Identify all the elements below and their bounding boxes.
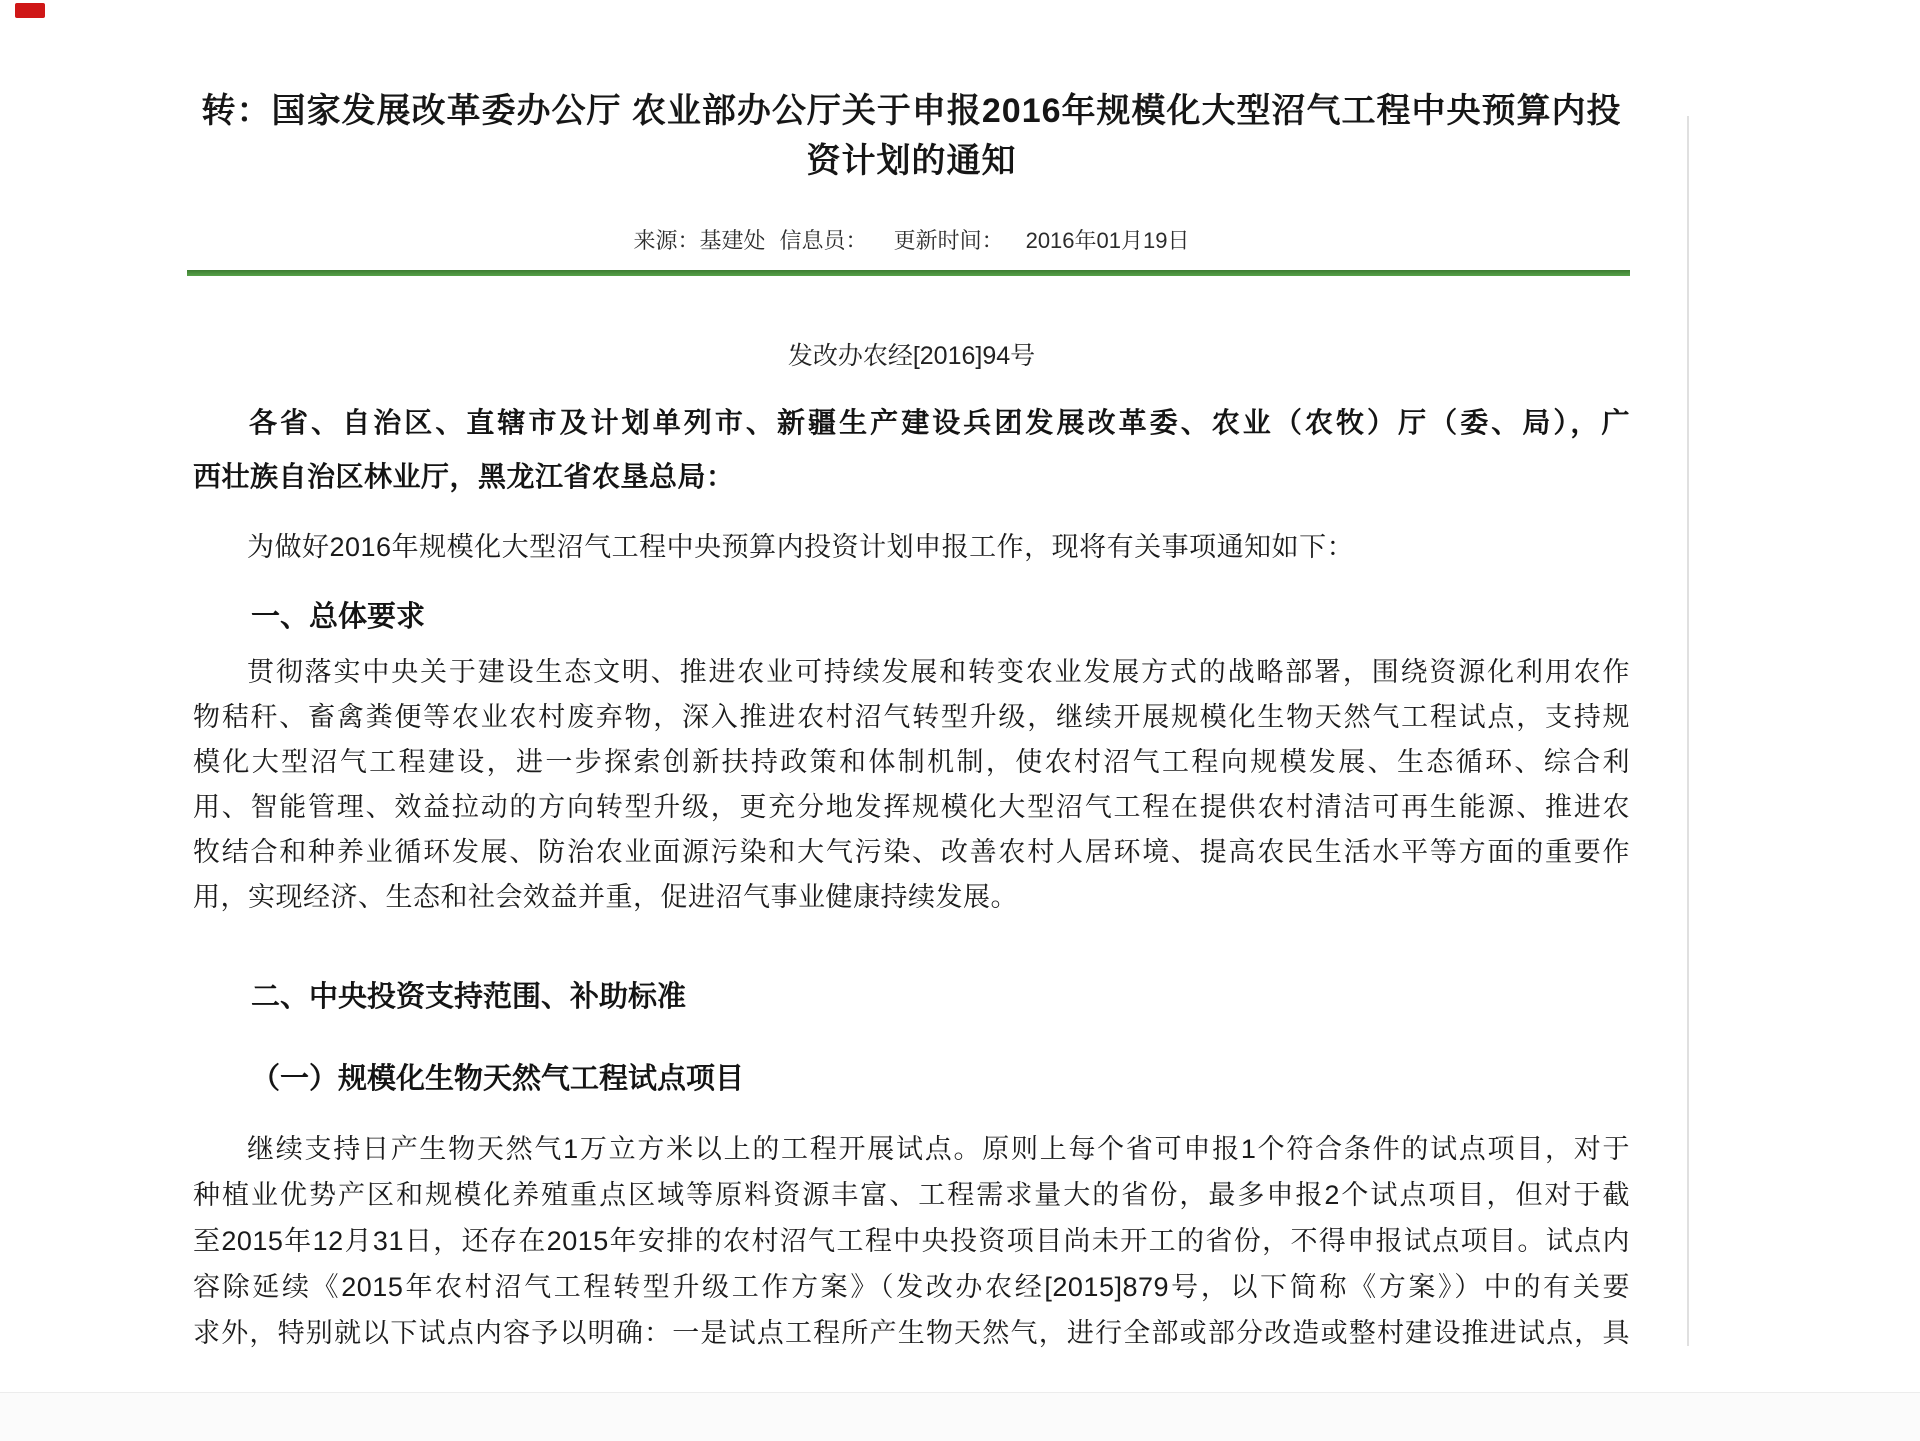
corner-marker-icon: [15, 3, 45, 18]
paragraph-line: 各省、自治区、直辖市及计划单列市、新疆生产建设兵团发展改革委、农业（农牧）厅（委、局），广: [249, 407, 1630, 438]
paragraph-line: 模化大型沼气工程建设，进一步探索创新扶持政策和体制机制，使农村沼气工程向规模发展、生态循环、综合利: [193, 747, 1630, 777]
paragraph-line: 用，实现经济、生态和社会效益并重，促进沼气事业健康持续发展。: [193, 882, 1018, 912]
meta-line: [193, 224, 1630, 255]
paragraph-line: 物秸秆、畜禽粪便等农业农村废弃物，深入推进农村沼气转型升级，继续开展规模化生物天然气工程试点，支持规: [193, 702, 1630, 732]
section-2-1-heading: （一）规模化生物天然气工程试点项目: [251, 1063, 745, 1095]
salutation: [193, 396, 1630, 504]
page-title: [193, 86, 1630, 186]
section-2-1-body: [193, 1126, 1630, 1348]
meta-updated-label: 更新时间：: [893, 228, 1004, 253]
paragraph-line: 求外，特别就以下试点内容予以明确：一是试点工程所产生物天然气，进行全部或部分改造或整村建设推进试点，具: [193, 1318, 1630, 1348]
meta-editor-label: 信息员：: [779, 228, 868, 253]
page-bottom-edge: [0, 1392, 1920, 1441]
paragraph-line: 继续支持日产生物天然气1万立方米以上的工程开展试点。原则上每个省可申报1个符合条件的试点项目，对于: [247, 1134, 1630, 1164]
doc-number: 发改办农经[2016]94号: [787, 342, 1036, 370]
page-title-line: 转：国家发展改革委办公厅 农业部办公厅关于申报2016年规模化大型沼气工程中央预算内投: [201, 92, 1622, 130]
paragraph-line: 至2015年12月31日，还存在2015年安排的农村沼气工程中央投资项目尚未开工的省份，不得申报试点项目。试点内: [193, 1226, 1630, 1256]
section-1-body: [193, 650, 1630, 920]
intro-paragraph: [193, 525, 1630, 570]
page-title-line: 资计划的通知: [806, 142, 1017, 180]
paragraph-line: 为做好2016年规模化大型沼气工程中央预算内投资计划申报工作，现将有关事项通知如下：: [247, 532, 1355, 562]
paragraph-line: 容除延续《2015年农村沼气工程转型升级工作方案》（发改办农经[2015]879号，以下简称《方案》）中的有关要: [193, 1272, 1630, 1302]
paragraph-line: 种植业优势产区和规模化养殖重点区域等原料资源丰富、工程需求量大的省份，最多申报2个试点项目，但对于截: [193, 1180, 1630, 1210]
green-divider: [187, 270, 1630, 276]
meta-updated-value: 2016年01月19日: [1025, 228, 1190, 253]
meta-source: 来源：基建处: [633, 228, 766, 253]
paragraph-line: 用、智能管理、效益拉动的方向转型升级，更充分地发挥规模化大型沼气工程在提供农村清洁可再生能源、推进农: [193, 792, 1630, 822]
paragraph-line: 贯彻落实中央关于建设生态文明、推进农业可持续发展和转变农业发展方式的战略部署，围绕资源化利用农作: [247, 657, 1630, 687]
section-1-heading: 一、总体要求: [251, 601, 426, 633]
paragraph-line: 牧结合和种养业循环发展、防治农业面源污染和大气污染、改善农村人居环境、提高农民生活水平等方面的重要作: [193, 837, 1630, 867]
paragraph-line: 西壮族自治区林业厅，黑龙江省农垦总局：: [193, 461, 735, 492]
section-2-heading: 二、中央投资支持范围、补助标准: [251, 981, 687, 1013]
right-border-line: [1687, 116, 1689, 1346]
